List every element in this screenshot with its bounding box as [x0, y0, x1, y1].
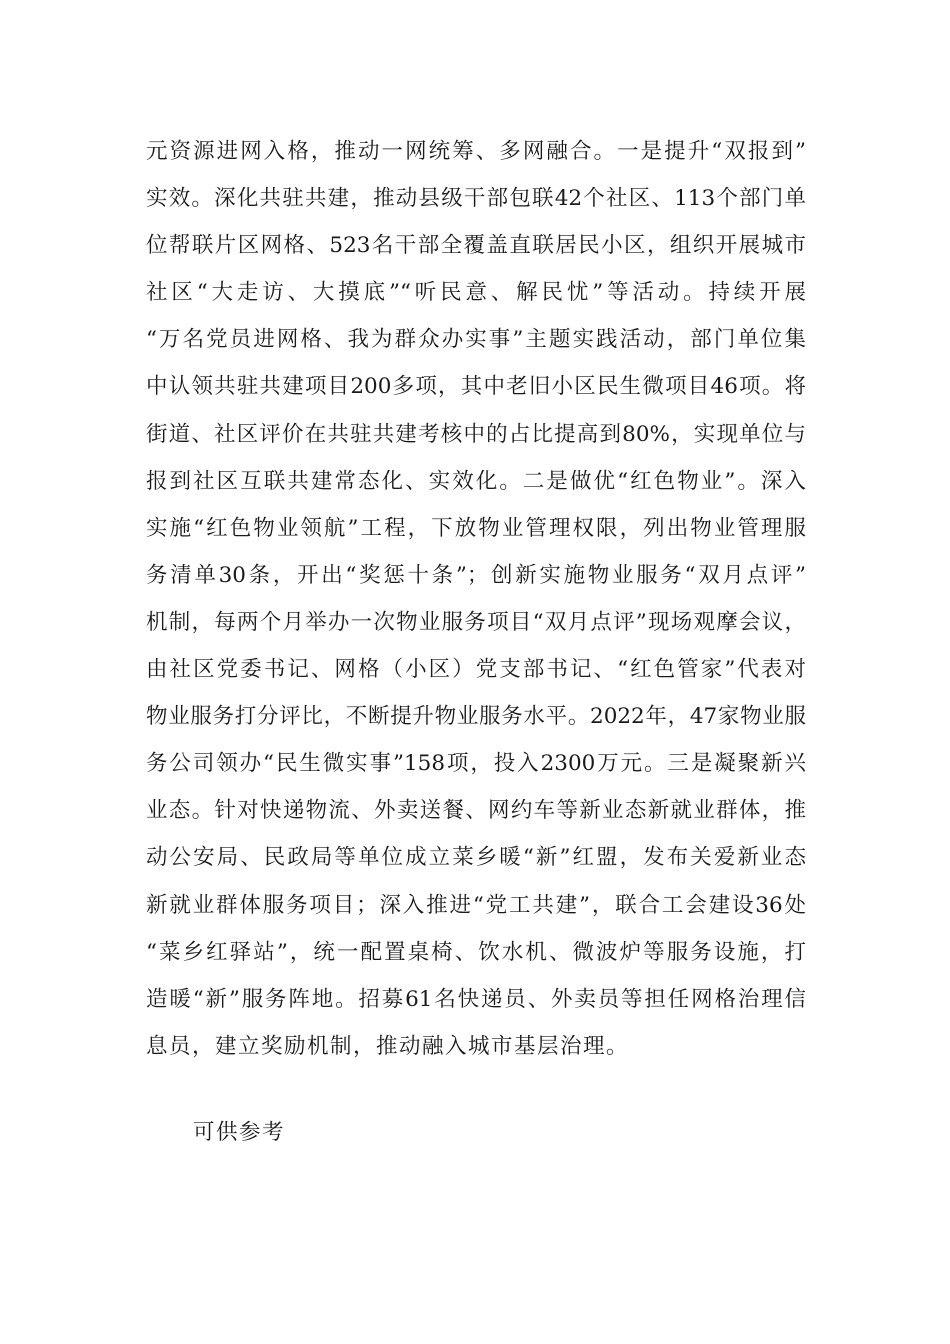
paragraph-line: 动公安局、民政局等单位成立菜乡暖“新”红盟，发布关爱新业态: [146, 845, 806, 871]
paragraph-line: 实施“红色物业领航”工程，下放物业管理权限，列出物业管理服: [146, 515, 806, 541]
paragraph-line: 位帮联片区网格、523名干部全覆盖直联居民小区，组织开展城市: [146, 233, 806, 259]
paragraph-line: 由社区党委书记、网格（小区）党支部书记、“红色管家”代表对: [146, 657, 806, 683]
paragraph-line: “菜乡红驿站”，统一配置桌椅、饮水机、微波炉等服务设施，打: [146, 939, 806, 965]
paragraph-line-last: 息员，建立奖励机制，推动融入城市基层治理。: [146, 1033, 630, 1059]
paragraph-line: “万名党员进网格、我为群众办实事”主题实践活动，部门单位集: [146, 327, 806, 353]
paragraph-line: 务公司领办“民生微实事”158项，投入2300万元。三是凝聚新兴: [146, 751, 806, 777]
paragraph-line: 实效。深化共驻共建，推动县级干部包联42个社区、113个部门单: [146, 186, 806, 212]
paragraph-line: 新就业群体服务项目；深入推进“党工共建”，联合工会建设36处: [146, 892, 806, 918]
paragraph-line: 报到社区互联共建常态化、实效化。二是做优“红色物业”。深入: [146, 468, 806, 494]
paragraph-line: 造暖“新”服务阵地。招募61名快递员、外卖员等担任网格治理信: [146, 986, 806, 1012]
paragraph-line: 机制，每两个月举办一次物业服务项目“双月点评”现场观摩会议，: [146, 609, 806, 635]
paragraph-line: 务清单30条，开出“奖惩十条”；创新实施物业服务“双月点评”: [146, 562, 806, 588]
body-paragraph: [146, 128, 806, 1070]
paragraph-line: 街道、社区评价在共驻共建考核中的占比提高到80%，实现单位与: [146, 421, 806, 447]
paragraph-line: 社区“大走访、大摸底”“听民意、解民忧”等活动。持续开展: [146, 280, 806, 306]
paragraph-line: 元资源进网入格，推动一网统筹、多网融合。一是提升“双报到”: [146, 139, 806, 164]
paragraph-line: 中认领共驻共建项目200多项，其中老旧小区民生微项目46项。将: [146, 374, 806, 400]
closing-note: 可供参考: [193, 1120, 286, 1145]
paragraph-line: 业态。针对快递物流、外卖送餐、网约车等新业态新就业群体，推: [146, 798, 806, 824]
paragraph-line: 物业服务打分评比，不断提升物业服务水平。2022年，47家物业服: [146, 704, 806, 730]
